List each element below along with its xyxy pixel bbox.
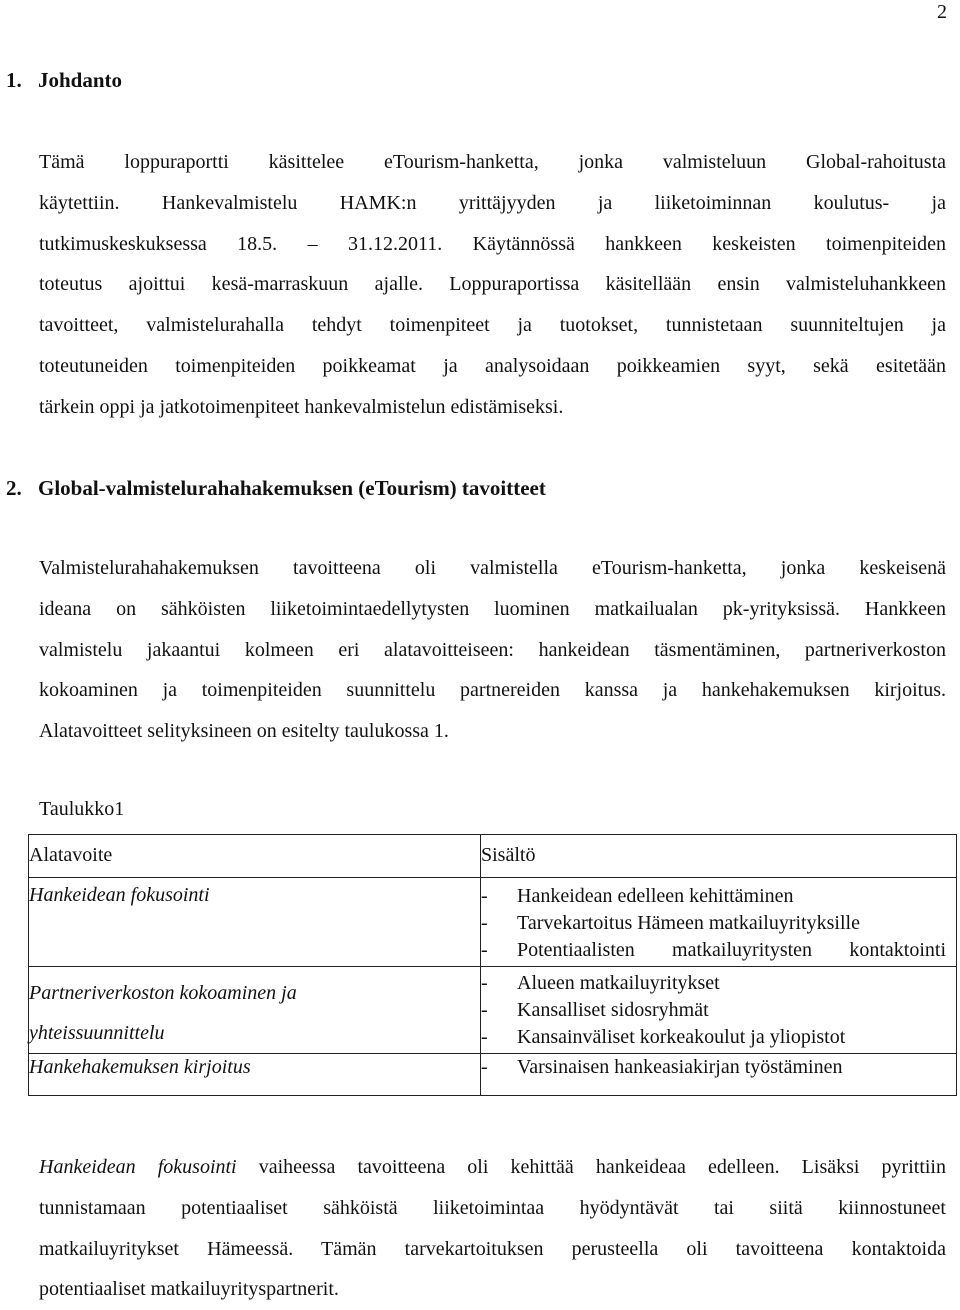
line-rest: vaiheessa tavoitteena oli kehittää hankeideaa edelleen. Lisäksi pyrittiin (236, 1156, 946, 1178)
table-caption: Taulukko1 (39, 798, 125, 820)
page-number: 2 (937, 1, 947, 23)
paragraph-line: kokoaminen ja toimenpiteiden suunnittelu partnereiden kanssa ja hankehakemuksen kirjoitus. (39, 679, 946, 702)
goals-table (28, 834, 957, 1096)
dash-bullet: - (481, 1056, 488, 1078)
list-item-text: Kansainväliset korkeakoulut ja yliopistot (517, 1026, 846, 1048)
paragraph-line: käytettiin. Hankevalmistelu HAMK:n yrittäjyyden ja liiketoiminnan koulutus- ja (39, 191, 946, 214)
paragraph-line: tutkimuskeskuksessa 18.5. – 31.12.2011. Käytännössä hankkeen keskeisten toimenpiteiden (39, 232, 946, 255)
paragraph-line: toteutus ajoittui kesä-marraskuun ajalle. Loppuraportissa käsitellään ensin valmisteluhankkeen (39, 273, 946, 296)
closing-paragraph (39, 1147, 946, 1310)
goal-cell (29, 878, 481, 967)
list-item (481, 1024, 956, 1051)
content-cell (481, 967, 957, 1054)
list-item-text: Hankeidean edelleen kehittäminen (517, 885, 794, 907)
list-item (481, 997, 956, 1024)
header-cell-goal (29, 835, 481, 878)
list-item-text: Tarvekartoitus Hämeen matkailuyrityksille (517, 912, 860, 934)
content-cell (481, 1054, 957, 1096)
list-item (481, 937, 956, 964)
dash-bullet: - (481, 912, 488, 934)
table-row (29, 967, 957, 1054)
paragraph-line (39, 1147, 946, 1188)
list-item-text: Varsinaisen hankeasiakirjan työstäminen (517, 1056, 843, 1078)
header-goal-label: Alatavoite (29, 844, 113, 866)
goal-text: Hankehakemuksen kirjoitus (29, 1056, 251, 1078)
table-row (29, 1054, 957, 1096)
dash-bullet: - (481, 999, 488, 1021)
goal-cell (29, 1054, 481, 1096)
italic-lead: Hankeidean fokusointi (39, 1156, 237, 1178)
list-item (481, 1054, 956, 1081)
goal-cell (29, 967, 481, 1054)
paragraph-line: tavoitteet, valmistelurahalla tehdyt toimenpiteet ja tuotokset, tunnistetaan suunniteltujen ja (39, 314, 946, 337)
content-cell (481, 878, 957, 967)
dash-bullet: - (481, 939, 488, 961)
paragraph-line: valmistelu jakaantui kolmeen eri alatavoitteiseen: hankeidean täsmentäminen, partneriverkoston (39, 638, 946, 661)
table-header-row (29, 835, 957, 878)
list-item (481, 970, 956, 997)
list-item (481, 883, 956, 910)
paragraph-line: ideana on sähköisten liiketoimintaedellytysten luominen matkailualan pk-yrityksissä. Hankkeen (39, 597, 946, 620)
section-1-title: Johdanto (38, 68, 123, 92)
list-item-text: Alueen matkailuyritykset (517, 972, 720, 994)
section-2-paragraph (39, 548, 946, 752)
list-item-text: Kansalliset sidosryhmät (517, 999, 709, 1021)
list-item (481, 910, 956, 937)
paragraph-line: potentiaaliset matkailuyrityspartnerit. (39, 1278, 339, 1301)
paragraph-line: tärkein oppi ja jatkotoimenpiteet hankevalmistelun edistämiseksi. (39, 395, 564, 418)
section-2-number: 2. (6, 476, 22, 500)
section-2-title: Global-valmistelurahahakemuksen (eTourism) tavoitteet (38, 476, 546, 500)
header-cell-content (481, 835, 957, 878)
section-2-heading (6, 476, 546, 501)
paragraph-line: toteutuneiden toimenpiteiden poikkeamat ja analysoidaan poikkeamien syyt, sekä esitetään (39, 354, 946, 377)
dash-bullet: - (481, 1026, 488, 1048)
dash-bullet: - (481, 885, 488, 907)
header-content-label: Sisältö (481, 844, 536, 866)
section-1-heading (6, 68, 122, 93)
table-row (29, 878, 957, 967)
paragraph-line: tunnistamaan potentiaaliset sähköistä liiketoimintaa hyödyntävät tai siitä kiinnostuneet (39, 1196, 946, 1219)
dash-bullet: - (481, 972, 488, 994)
paragraph-line: Valmistelurahahakemuksen tavoitteena oli valmistella eTourism-hanketta, jonka keskeisenä (39, 557, 946, 579)
section-1-number: 1. (6, 68, 22, 92)
goal-text-line: yhteissuunnittelu (29, 1022, 165, 1044)
list-item-text: Potentiaalisten matkailuyritysten kontaktointi (517, 939, 946, 961)
section-1-paragraph (39, 142, 946, 428)
paragraph-line: Alatavoitteet selityksineen on esitelty taulukossa 1. (39, 720, 449, 743)
paragraph-line: matkailuyritykset Hämeessä. Tämän tarvekartoituksen perusteella oli tavoitteena kontaktoida (39, 1237, 946, 1260)
goal-text: Hankeidean fokusointi (29, 884, 210, 906)
goal-text-line: Partneriverkoston kokoaminen ja (29, 982, 297, 1004)
paragraph-line: Tämä loppuraportti käsittelee eTourism-hanketta, jonka valmisteluun Global-rahoitusta (39, 151, 946, 173)
